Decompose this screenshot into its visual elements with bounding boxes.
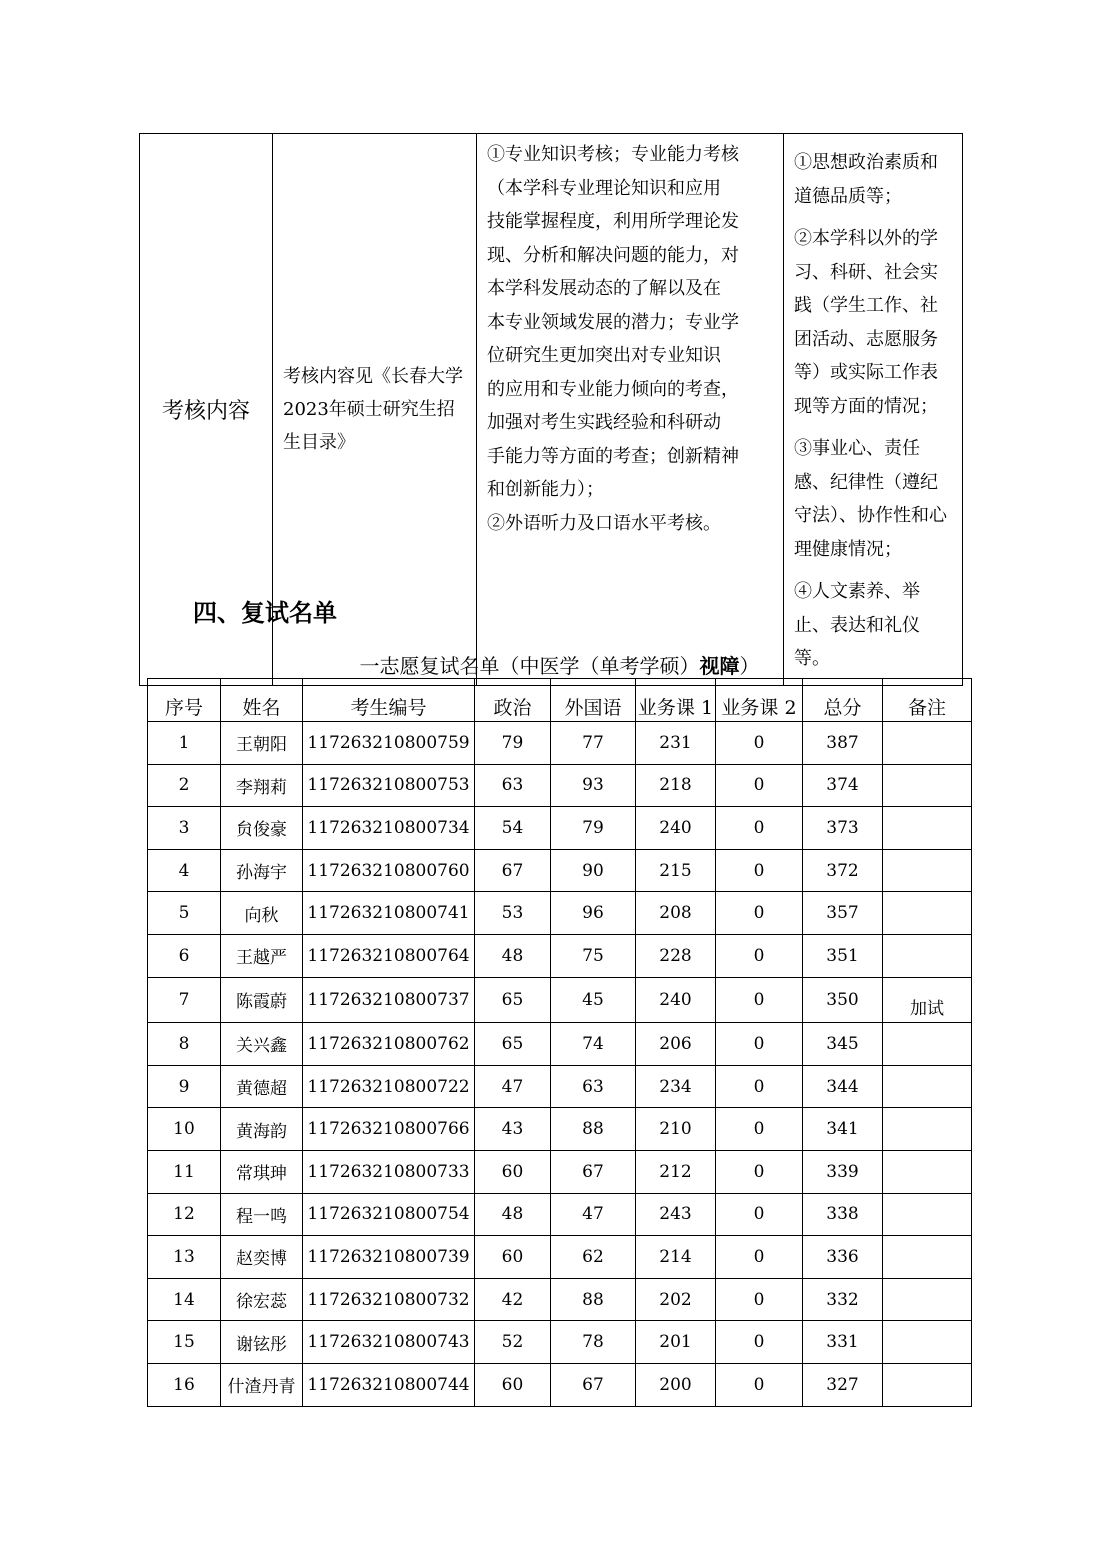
table-cell: 0: [716, 934, 803, 977]
table-cell: [883, 722, 972, 765]
table-cell: 96: [551, 892, 636, 935]
table-cell: 0: [716, 977, 803, 1023]
table-cell: [883, 1193, 972, 1236]
table-cell: [883, 934, 972, 977]
table-cell: 341: [803, 1108, 883, 1151]
table-row: [148, 1108, 972, 1151]
table-cell: 0: [716, 764, 803, 807]
column-header: 备注: [883, 679, 972, 722]
table-row: [148, 977, 972, 1023]
table-cell: 0: [716, 849, 803, 892]
column-header: 考生编号: [303, 679, 475, 722]
table-cell: [883, 1278, 972, 1321]
table-cell: 339: [803, 1150, 883, 1193]
table-cell: 3: [148, 807, 221, 850]
table-cell: 0: [716, 1150, 803, 1193]
table-cell: 42: [475, 1278, 551, 1321]
table-cell: 0: [716, 1236, 803, 1279]
table-cell: 350: [803, 977, 883, 1023]
table-cell: 75: [551, 934, 636, 977]
table-cell: 88: [551, 1108, 636, 1151]
table-cell: 孙海宇: [221, 849, 303, 892]
table-cell: 60: [475, 1236, 551, 1279]
table-cell: 6: [148, 934, 221, 977]
table-cell: [883, 1236, 972, 1279]
table-cell: 78: [551, 1321, 636, 1364]
table-cell: 60: [475, 1363, 551, 1406]
table-cell: 117263210800753: [303, 764, 475, 807]
table-cell: 117263210800732: [303, 1278, 475, 1321]
table-cell: 327: [803, 1363, 883, 1406]
table-cell: 336: [803, 1236, 883, 1279]
list-caption-close: ）: [739, 654, 760, 678]
table-cell: 赵奕博: [221, 1236, 303, 1279]
table-cell: [883, 1321, 972, 1364]
table-cell: 373: [803, 807, 883, 850]
table-cell: 什渣丹青: [221, 1363, 303, 1406]
table-row: [148, 934, 972, 977]
comprehensive-assessment-item: ①思想政治素质和道德品质等；: [794, 152, 938, 207]
table-cell: 2: [148, 764, 221, 807]
table-cell: 0: [716, 807, 803, 850]
table-cell: 79: [475, 722, 551, 765]
table-cell: 关兴鑫: [221, 1023, 303, 1066]
table-cell: 陈霞蔚: [221, 977, 303, 1023]
table-cell: 372: [803, 849, 883, 892]
table-cell: 向秋: [221, 892, 303, 935]
column-header: 姓名: [221, 679, 303, 722]
table-cell: [883, 1065, 972, 1108]
table-cell: 48: [475, 1193, 551, 1236]
table-cell: 201: [636, 1321, 716, 1364]
table-cell: 212: [636, 1150, 716, 1193]
column-header: 政治: [475, 679, 551, 722]
table-cell: 210: [636, 1108, 716, 1151]
table-cell: 345: [803, 1023, 883, 1066]
table-cell: 王朝阳: [221, 722, 303, 765]
table-cell: 0: [716, 1108, 803, 1151]
table-cell: 90: [551, 849, 636, 892]
table-row: [148, 1321, 972, 1364]
table-cell: 117263210800760: [303, 849, 475, 892]
table-cell: 206: [636, 1023, 716, 1066]
table-cell: 117263210800762: [303, 1023, 475, 1066]
professional-assessment-line: 手能力等方面的考查；创新精神: [487, 445, 739, 467]
table-cell: 黄海韵: [221, 1108, 303, 1151]
table-cell: 332: [803, 1278, 883, 1321]
table-cell: 74: [551, 1023, 636, 1066]
list-caption-bold: 视障: [699, 654, 740, 678]
comprehensive-assessment-item: ②本学科以外的学习、科研、社会实践（学生工作、社团活动、志愿服务等）或实际工作表现等方面的情况；: [794, 228, 938, 417]
table-header-row: [148, 679, 972, 722]
table-cell: 117263210800722: [303, 1065, 475, 1108]
table-cell: 谢铉彤: [221, 1321, 303, 1364]
list-caption-text: 一志愿复试名单（中医学（单考学硕）: [359, 654, 700, 678]
table-cell: 16: [148, 1363, 221, 1406]
table-cell: 79: [551, 807, 636, 850]
table-cell: 4: [148, 849, 221, 892]
professional-assessment-line: 本学科发展动态的了解以及在: [487, 278, 721, 299]
table-row: [148, 1023, 972, 1066]
list-caption: [147, 650, 972, 679]
professional-assessment-line: 技能掌握程度，利用所学理论发: [487, 211, 739, 232]
table-cell: 15: [148, 1321, 221, 1364]
table-cell: 9: [148, 1065, 221, 1108]
table-cell: 77: [551, 722, 636, 765]
table-cell: 65: [475, 977, 551, 1023]
table-cell: 240: [636, 977, 716, 1023]
table-row: [148, 1278, 972, 1321]
retest-list-table: [147, 678, 972, 1407]
table-cell: 214: [636, 1236, 716, 1279]
table-cell: 117263210800754: [303, 1193, 475, 1236]
table-cell: 117263210800743: [303, 1321, 475, 1364]
column-header: 业务课 2: [716, 679, 803, 722]
table-cell: 63: [551, 1065, 636, 1108]
table-row: [148, 807, 972, 850]
table-cell: 231: [636, 722, 716, 765]
table-cell: 12: [148, 1193, 221, 1236]
table-cell: 117263210800764: [303, 934, 475, 977]
table-cell: 7: [148, 977, 221, 1023]
table-cell: 202: [636, 1278, 716, 1321]
table-cell: 240: [636, 807, 716, 850]
table-cell: 117263210800759: [303, 722, 475, 765]
table-cell: 243: [636, 1193, 716, 1236]
table-cell: 117263210800766: [303, 1108, 475, 1151]
table-cell: 218: [636, 764, 716, 807]
table-cell: 8: [148, 1023, 221, 1066]
table-row: [148, 849, 972, 892]
table-row: [148, 1236, 972, 1279]
table-cell: 0: [716, 1023, 803, 1066]
column-header: 业务课 1: [636, 679, 716, 722]
table-cell: 45: [551, 977, 636, 1023]
table-cell: 117263210800737: [303, 977, 475, 1023]
column-header: 序号: [148, 679, 221, 722]
table-cell: 王越严: [221, 934, 303, 977]
table-cell: 0: [716, 722, 803, 765]
table-cell: 228: [636, 934, 716, 977]
professional-assessment-line: 现、分析和解决问题的能力，对: [487, 244, 739, 266]
professional-assessment-cell: [477, 134, 784, 686]
assessment-reference: 考核内容见《长春大学2023年硕士研究生招生目录》: [283, 365, 463, 453]
table-cell: 0: [716, 892, 803, 935]
table-cell: 351: [803, 934, 883, 977]
professional-assessment-line: 和创新能力）；: [487, 479, 604, 500]
table-cell: 10: [148, 1108, 221, 1151]
table-cell: 48: [475, 934, 551, 977]
table-cell: 徐宏蕊: [221, 1278, 303, 1321]
professional-assessment-line: （本学科专业理论知识和应用: [487, 177, 721, 199]
table-cell: 13: [148, 1236, 221, 1279]
column-header: 总分: [803, 679, 883, 722]
professional-assessment-line: 位研究生更加突出对专业知识: [487, 345, 721, 366]
table-cell: 62: [551, 1236, 636, 1279]
table-cell: 331: [803, 1321, 883, 1364]
table-cell: 43: [475, 1108, 551, 1151]
table-cell: 93: [551, 764, 636, 807]
comprehensive-assessment-item: ③事业心、责任感、纪律性（遵纪守法）、协作性和心理健康情况；: [794, 438, 947, 560]
comprehensive-assessment-item: ④人文素养、举止、表达和礼仪等。: [794, 581, 920, 669]
table-cell: 65: [475, 1023, 551, 1066]
table-cell: 215: [636, 849, 716, 892]
table-cell: 47: [475, 1065, 551, 1108]
table-cell: [883, 892, 972, 935]
table-cell: [883, 1108, 972, 1151]
table-cell: 5: [148, 892, 221, 935]
table-cell: 黄德超: [221, 1065, 303, 1108]
table-cell: [883, 1150, 972, 1193]
table-cell: 常琪珅: [221, 1150, 303, 1193]
table-cell: 67: [551, 1150, 636, 1193]
table-cell: 52: [475, 1321, 551, 1364]
table-cell: 234: [636, 1065, 716, 1108]
professional-assessment-line: 的应用和专业能力倾向的考查，: [487, 378, 739, 400]
professional-assessment-line: ②外语听力及口语水平考核。: [487, 512, 721, 534]
table-cell: [883, 807, 972, 850]
table-cell: 63: [475, 764, 551, 807]
table-row: [148, 1193, 972, 1236]
table-row: [148, 1150, 972, 1193]
column-header: 外国语: [551, 679, 636, 722]
table-cell: 117263210800733: [303, 1150, 475, 1193]
table-cell: [883, 764, 972, 807]
table-cell: 374: [803, 764, 883, 807]
assessment-label: 考核内容: [161, 398, 250, 424]
table-cell: 117263210800744: [303, 1363, 475, 1406]
professional-assessment-line: ①专业知识考核；专业能力考核: [487, 144, 739, 165]
table-cell: 88: [551, 1278, 636, 1321]
table-cell: 200: [636, 1363, 716, 1406]
table-cell: 67: [551, 1363, 636, 1406]
table-cell: 67: [475, 849, 551, 892]
professional-assessment-line: 加强对考生实践经验和科研动: [487, 412, 721, 433]
table-cell: 208: [636, 892, 716, 935]
table-cell: 李翔莉: [221, 764, 303, 807]
table-cell: 0: [716, 1321, 803, 1364]
table-cell: 357: [803, 892, 883, 935]
table-row: [148, 1363, 972, 1406]
table-row: [148, 892, 972, 935]
table-cell: 117263210800739: [303, 1236, 475, 1279]
table-cell: 387: [803, 722, 883, 765]
table-cell: 加试: [883, 977, 972, 1023]
section-heading: 四、复试名单: [193, 599, 337, 627]
table-cell: 338: [803, 1193, 883, 1236]
table-cell: 47: [551, 1193, 636, 1236]
table-cell: [883, 1363, 972, 1406]
table-cell: 0: [716, 1278, 803, 1321]
table-cell: 14: [148, 1278, 221, 1321]
table-cell: 53: [475, 892, 551, 935]
table-cell: 程一鸣: [221, 1193, 303, 1236]
table-cell: 117263210800734: [303, 807, 475, 850]
table-cell: 344: [803, 1065, 883, 1108]
table-cell: 0: [716, 1193, 803, 1236]
table-cell: 11: [148, 1150, 221, 1193]
table-cell: [883, 1023, 972, 1066]
table-cell: 贠俊豪: [221, 807, 303, 850]
table-cell: [883, 849, 972, 892]
table-cell: 1: [148, 722, 221, 765]
comprehensive-assessment-cell: [784, 134, 963, 686]
table-cell: 54: [475, 807, 551, 850]
table-cell: 0: [716, 1363, 803, 1406]
table-cell: 0: [716, 1065, 803, 1108]
table-row: [148, 1065, 972, 1108]
table-cell: 117263210800741: [303, 892, 475, 935]
professional-assessment-line: 本专业领域发展的潜力；专业学: [487, 311, 739, 333]
table-row: [148, 764, 972, 807]
table-cell: 60: [475, 1150, 551, 1193]
table-row: [148, 722, 972, 765]
